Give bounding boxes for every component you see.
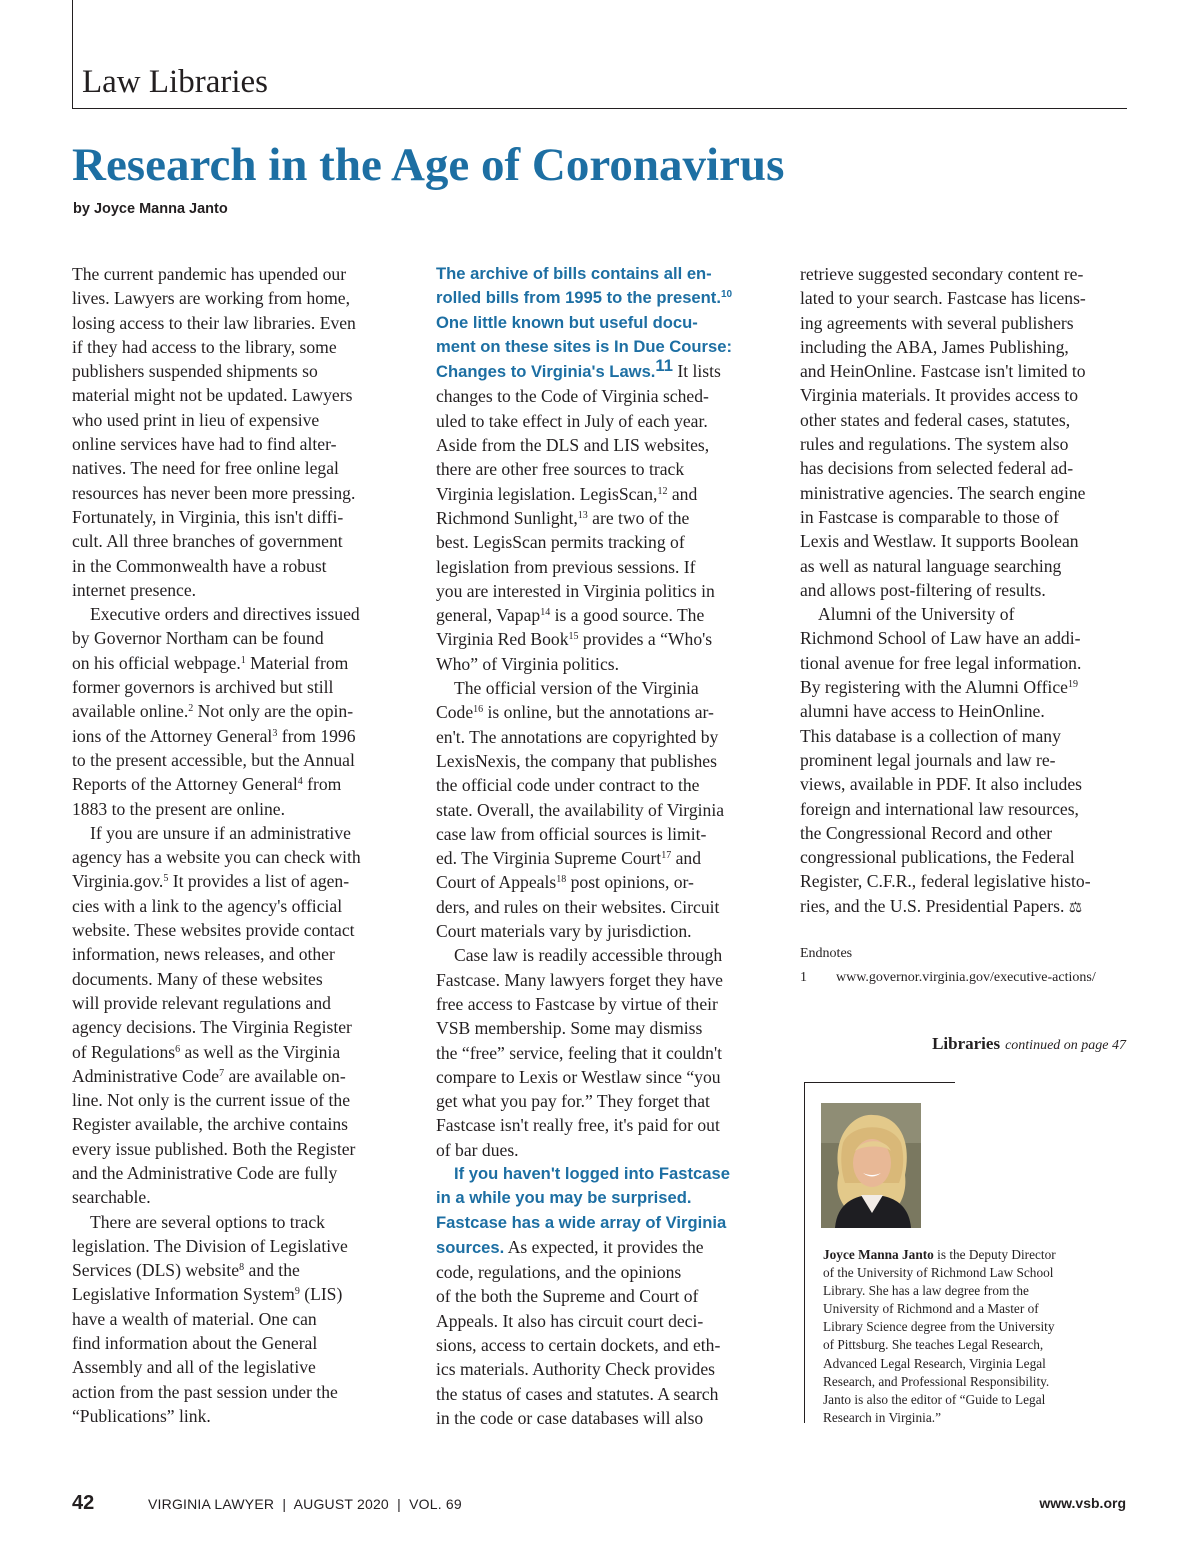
- endnote-ref[interactable]: 2: [188, 703, 194, 715]
- endnote-ref[interactable]: 17: [661, 850, 672, 862]
- author-portrait-icon: [821, 1103, 921, 1228]
- scales-end-mark-icon: ⚖: [1068, 897, 1083, 916]
- author-name: Joyce Manna Janto: [823, 1247, 934, 1262]
- author-photo: [821, 1103, 921, 1228]
- endnote-ref[interactable]: 9: [294, 1286, 300, 1298]
- article-column-3: [800, 262, 1130, 919]
- article-column-1: [72, 262, 402, 1428]
- endnote-ref[interactable]: 11: [655, 356, 673, 376]
- paragraph: Executive orders and directives issued by Governor Northam can be found on his official webpage.$^1$ Material from former governors is archived but still available online.$^2$ Not only are the opin- ions of the Attorney General$^3$ from 1996 to the present accessible, but the Annual Reports of the Attorney General$^4$ from 1883 to the present are online.: [72, 604, 360, 819]
- endnote-ref[interactable]: 16: [473, 704, 484, 716]
- article-column-2: [436, 262, 766, 1430]
- paragraph: The official version of the Virginia Code$^{16}$ is online, but the annotations ar- en't. The annotations are copyrighted by LexisNexis, the company that publishes the official code under contract to the state. Overall, the availability of Virginia case law from official sources is limit- ed. The Virginia Supreme Court$^{17}$ and Court of Appeals$^{18}$ post opinions, or- ders, and rules on their websites. Circuit Court materials vary by jurisdiction.: [436, 678, 725, 942]
- footer-url-link[interactable]: www.vsb.org: [1039, 1495, 1126, 1511]
- author-bio: Joyce Manna Janto is the Deputy Director of the University of Richmond Law School Library. She has a law degree from the University of Richmond and a Master of Library Science degree from the University of Pittsburg. She teaches Legal Research, Advanced Legal Research, Virginia Legal Research, and Professional Responsibility. Janto is also the editor of “Guide to Legal Research in Virginia.”: [823, 1247, 1056, 1425]
- paragraph: retrieve suggested secondary content re- lated to your search. Fastcase has licens- ing agreements with several publishers including the ABA, James Publishing, and HeinOnline. Fastcase isn't limited to Virginia materials. It provides access to other states and federal cases, statutes, rules and regulations. The system also has decisions from selected federal ad- ministrative agencies. The search engine in Fastcase is comparable to those of Lexis and Westlaw. It supports Boolean as well as natural language searching and allows post-filtering of results.: [800, 264, 1086, 600]
- pull-quote: If you haven't logged into Fastcase: [454, 1163, 730, 1183]
- endnote-ref[interactable]: 7: [219, 1067, 225, 1079]
- endnote-ref[interactable]: 10: [720, 289, 733, 301]
- paragraph: The archive of bills contains all en- rolled bills from 1995 to the present.$^{10}$ One little known but useful docu- ment on these sites is In Due Course: Changes to Virginia's Laws.$^{11}$ It lists changes to the Code of Virginia sched- uled to take effect in July of each year. Aside from the DLS and LIS websites, there are other free sources to track Virginia legislation. LegisScan,$^{12}$ and Richmond Sunlight,$^{13}$ are two of the best. LegisScan permits tracking of legislation from previous sessions. If you are interested in Virginia politics in general, Vapap$^{14}$ is a good source. The Virginia Red Book$^{15}$ provides a “Who's Who” of Virginia politics.: [436, 262, 766, 676]
- endnote-ref[interactable]: 18: [556, 874, 567, 886]
- page-number: 42: [72, 1492, 95, 1514]
- publication-info: VIRGINIA LAWYER | AUGUST 2020 | VOL. 69: [148, 1496, 462, 1512]
- paragraph: If you are unsure if an administrative agency has a website you can check with Virginia.gov.$^5$ It provides a list of agen- cies with a link to the agency's official website. These websites provide contact information, news releases, and other documents. Many of these websites will provide relevant regulations and agency decisions. The Virginia Register of Regulations$^6$ as well as the Virginia Administrative Code$^7$ are available on- line. Not only is the current issue of the Register available, the archive contains every issue published. Both the Register and the Administrative Code are fully searchable.: [72, 822, 361, 1208]
- paragraph: The current pandemic has upended our lives. Lawyers are working from home, losing access to their law libraries. Even if they had access to the library, some publishers suspended shipments so material might not be updated. Lawyers who used print in lieu of expensive online services have had to find alter- natives. The need for free online legal resources has never been more pressing. Fortunately, in Virginia, this isn't diffi- cult. All three branches of government in the Commonwealth have a robust internet presence.: [72, 264, 356, 600]
- endnote-ref[interactable]: 19: [1067, 679, 1078, 691]
- section-label: Law Libraries: [82, 64, 268, 100]
- endnote-ref[interactable]: 15: [568, 631, 579, 643]
- article-title: Research in the Age of Coronavirus: [72, 139, 785, 191]
- continued-note: [932, 1034, 1126, 1054]
- endnote-ref[interactable]: 14: [540, 607, 551, 619]
- endnotes-heading: Endnotes: [800, 946, 853, 961]
- paragraph: There are several options to track legislation. The Division of Legislative Services (DLS) website$^8$ and the Legislative Information System$^9$ (LIS) have a wealth of material. One can find information about the General Assembly and all of the legislative action from the past session under the “Publications” link.: [72, 1211, 348, 1426]
- endnote-ref[interactable]: 13: [577, 509, 588, 521]
- continued-text: continued on page 47: [1005, 1038, 1126, 1053]
- byline: by Joyce Manna Janto: [73, 201, 228, 217]
- continued-label: Libraries: [932, 1034, 1001, 1053]
- paragraph: Case law is readily accessible through Fastcase. Many lawyers forget they have free access to Fastcase by virtue of their VSB membership. Some may dismiss the “free” service, feeling that it couldn't compare to Lexis or Westlaw since “you get what you pay for.” They forget that Fastcase isn't really free, it's paid for out of bar dues.: [436, 945, 723, 1160]
- pull-quote: The archive of bills contains all en-: [436, 264, 712, 283]
- endnote-number: 1: [800, 970, 807, 985]
- endnote-ref[interactable]: 6: [175, 1043, 181, 1055]
- paragraph: If you haven't logged into Fastcase in a while you may be surprised. Fastcase has a wide array of Virginia sources. As expected, it provides the code, regulations, and the opinions of the both the Supreme and Court of Appeals. It also has circuit court deci- sions, access to certain dockets, and eth- ics materials. Authority Check provides the status of cases and statutes. A search in the code or case databases will also: [436, 1162, 766, 1430]
- endnote-link[interactable]: www.governor.virginia.gov/executive-actions/: [836, 970, 1096, 985]
- endnote-ref[interactable]: 5: [163, 873, 169, 885]
- paragraph: Alumni of the University of Richmond School of Law have an addi- tional avenue for free legal information. By registering with the Alumni Office$^{19}$ alumni have access to HeinOnline. This database is a collection of many prominent legal journals and law re- views, available in PDF. It also includes foreign and international law resources, the Congressional Record and other congressional publications, the Federal Register, C.F.R., federal legislative histo- ries, and the U.S. Presidential Papers. ⚖: [800, 604, 1091, 916]
- endnote-ref[interactable]: 4: [297, 776, 303, 788]
- endnote-ref[interactable]: 1: [240, 654, 246, 666]
- endnote-ref[interactable]: 3: [272, 727, 278, 739]
- endnote-ref[interactable]: 12: [657, 485, 668, 497]
- endnote-ref[interactable]: 8: [239, 1262, 245, 1274]
